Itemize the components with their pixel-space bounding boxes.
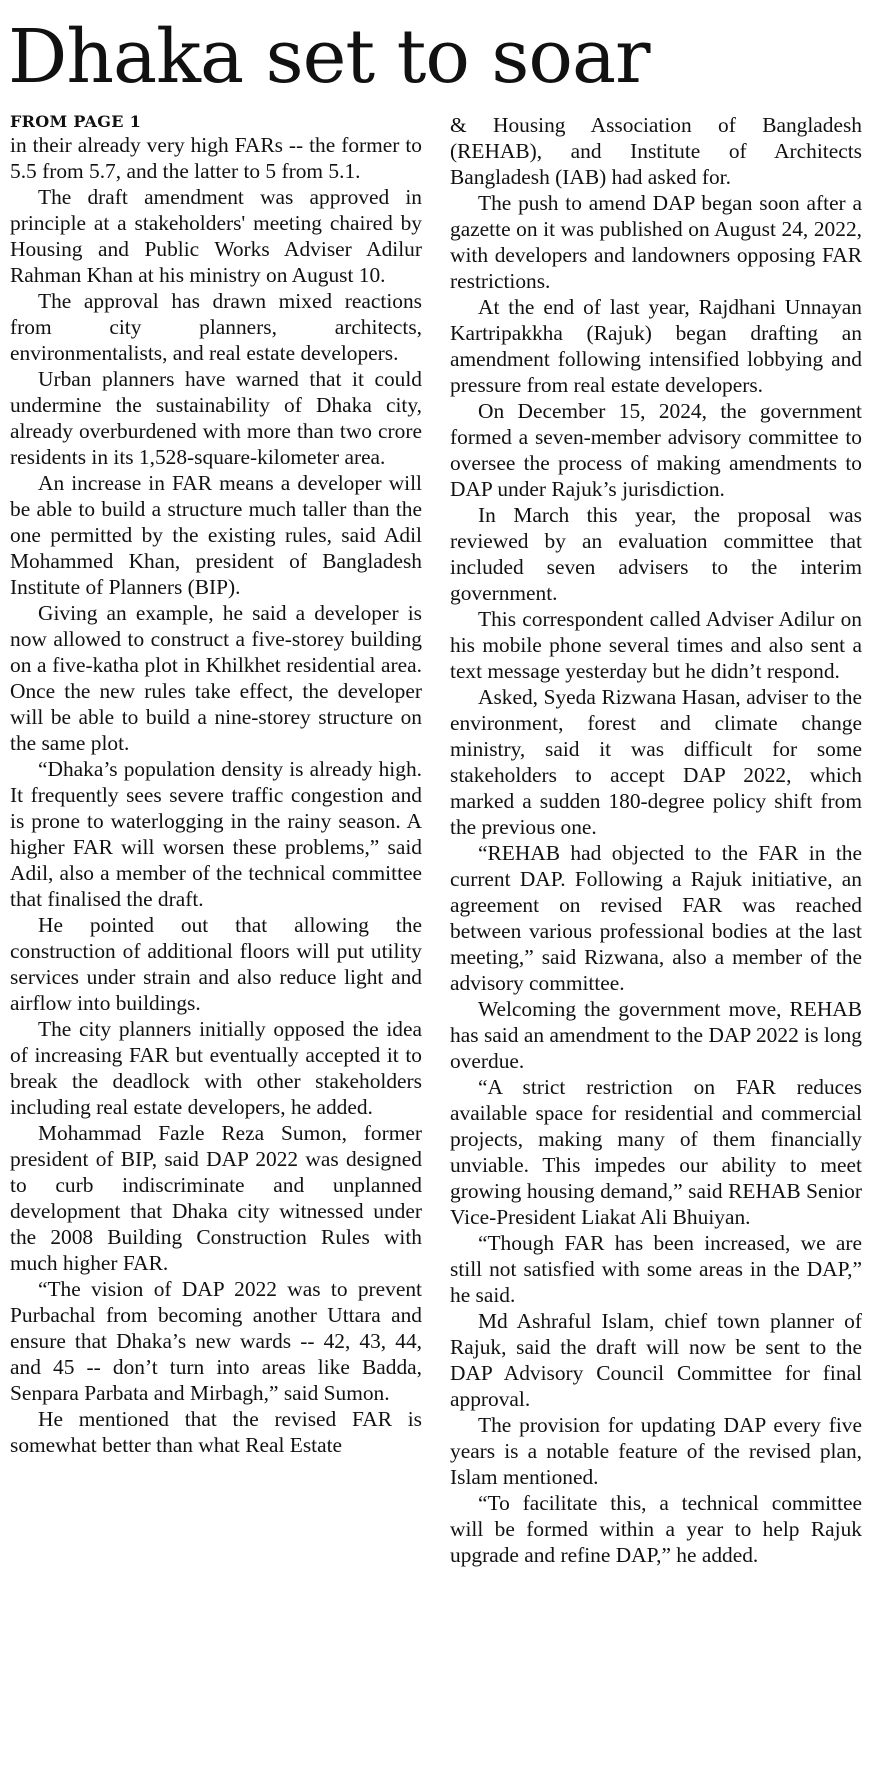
- paragraph: On December 15, 2024, the government formed a seven-member advisory committee to oversee the process of making amendments to DAP under Rajuk’s jurisdiction.: [450, 399, 862, 501]
- paragraph: This correspondent called Adviser Adilur on his mobile phone several times and also sent a text message yesterday but he didn’t respond.: [450, 607, 862, 683]
- paragraph: Welcoming the government move, REHAB has said an amendment to the DAP 2022 is long overdue.: [450, 997, 862, 1073]
- headline: Dhaka set to soar: [8, 14, 650, 100]
- continuation-kicker: FROM PAGE 1: [10, 112, 142, 131]
- paragraph: Urban planners have warned that it could undermine the sustainability of Dhaka city, already overburdened with more than two crore residents in its 1,528-square-kilometer area.: [10, 367, 422, 469]
- paragraph: “REHAB had objected to the FAR in the current DAP. Following a Rajuk initiative, an agreement on revised FAR was reached between various professional bodies at the last meeting,” said Rizwana, also a member of the advisory committee.: [450, 841, 862, 995]
- paragraph: The push to amend DAP began soon after a gazette on it was published on August 24, 2022, with developers and landowners opposing FAR restrictions.: [450, 191, 862, 293]
- paragraph: He mentioned that the revised FAR is somewhat better than what Real Estate: [10, 1407, 422, 1457]
- paragraph: “To facilitate this, a technical committee will be formed within a year to help Rajuk upgrade and refine DAP,” he added.: [450, 1491, 862, 1567]
- article-column-left: [10, 112, 422, 1458]
- paragraph: In March this year, the proposal was reviewed by an evaluation committee that included seven advisers to the interim government.: [450, 503, 862, 605]
- paragraph: “A strict restriction on FAR reduces available space for residential and commercial projects, making many of them financially unviable. This impedes our ability to meet growing housing demand,” said REHAB Senior Vice-President Liakat Ali Bhuiyan.: [450, 1075, 862, 1229]
- paragraph: Md Ashraful Islam, chief town planner of Rajuk, said the draft will now be sent to the DAP Advisory Council Committee for final approval.: [450, 1309, 862, 1411]
- paragraph: Giving an example, he said a developer is now allowed to construct a five-storey building on a five-katha plot in Khilkhet residential area. Once the new rules take effect, the developer will be able to build a nine-storey structure on the same plot.: [10, 601, 422, 755]
- paragraph: At the end of last year, Rajdhani Unnayan Kartripakkha (Rajuk) began drafting an amendment following intensified lobbying and pressure from real estate developers.: [450, 295, 862, 397]
- paragraph: & Housing Association of Bangladesh (REHAB), and Institute of Architects Bangladesh (IAB) had asked for.: [450, 113, 862, 189]
- paragraph: He pointed out that allowing the construction of additional floors will put utility services under strain and also reduce light and airflow into buildings.: [10, 913, 422, 1015]
- paragraph: The draft amendment was approved in principle at a stakeholders' meeting chaired by Housing and Public Works Adviser Adilur Rahman Khan at his ministry on August 10.: [10, 185, 422, 287]
- paragraph: Asked, Syeda Rizwana Hasan, adviser to the environment, forest and climate change ministry, said it was difficult for some stakeholders to accept DAP 2022, which marked a sudden 180-degree policy shift from the previous one.: [450, 685, 862, 839]
- article-column-right: [450, 112, 862, 1568]
- paragraph: The approval has drawn mixed reactions from city planners, architects, environmentalists, and real estate developers.: [10, 289, 422, 365]
- paragraph: The city planners initially opposed the idea of increasing FAR but eventually accepted it to break the deadlock with other stakeholders including real estate developers, he added.: [10, 1017, 422, 1119]
- paragraph: in their already very high FARs -- the former to 5.5 from 5.7, and the latter to 5 from 5.1.: [10, 133, 422, 183]
- paragraph: An increase in FAR means a developer will be able to build a structure much taller than the one permitted by the existing rules, said Adil Mohammed Khan, president of Bangladesh Institute of Planners (BIP).: [10, 471, 422, 599]
- paragraph: “Dhaka’s population density is already high. It frequently sees severe traffic congestion and is prone to waterlogging in the rainy season. A higher FAR will worsen these problems,” said Adil, also a member of the technical committee that finalised the draft.: [10, 757, 422, 911]
- paragraph: “The vision of DAP 2022 was to prevent Purbachal from becoming another Uttara and ensure that Dhaka’s new wards -- 42, 43, 44, and 45 -- don’t turn into areas like Badda, Senpara Parbata and Mirbagh,” said Sumon.: [10, 1277, 422, 1405]
- paragraph: The provision for updating DAP every five years is a notable feature of the revised plan, Islam mentioned.: [450, 1413, 862, 1489]
- paragraph: “Though FAR has been increased, we are still not satisfied with some areas in the DAP,” he said.: [450, 1231, 862, 1307]
- paragraph: Mohammad Fazle Reza Sumon, former president of BIP, said DAP 2022 was designed to curb indiscriminate and unplanned development that Dhaka city witnessed under the 2008 Building Construction Rules with much higher FAR.: [10, 1121, 422, 1275]
